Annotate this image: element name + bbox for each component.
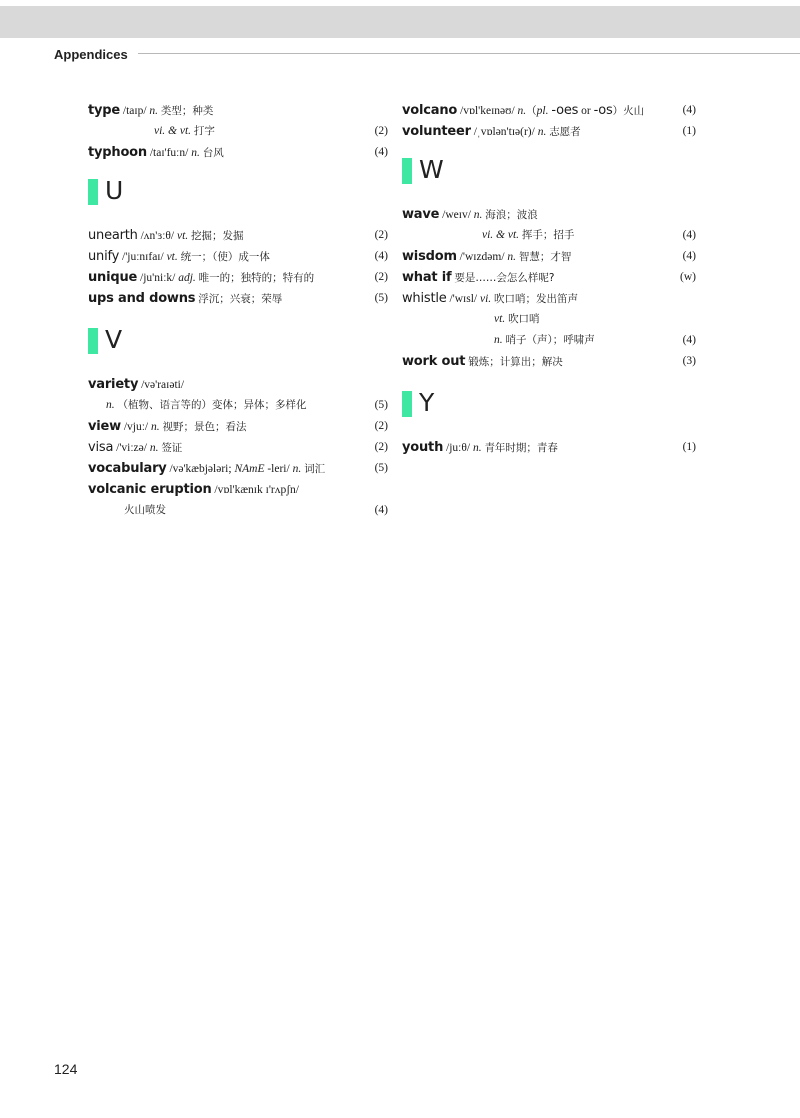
part-of-speech: n. — [292, 463, 302, 475]
headword: wave — [402, 207, 440, 222]
phonetic: /və'kæbjələri; — [169, 463, 232, 475]
part-of-speech: n. — [191, 147, 200, 159]
unit-ref: (4) — [682, 229, 696, 241]
part-of-speech: adj. — [178, 272, 196, 284]
part-of-speech: n. — [149, 442, 159, 454]
entry-whistle — [402, 288, 696, 309]
headword: view — [88, 419, 121, 434]
entry-what-if — [402, 267, 696, 288]
letter-label: W — [419, 155, 444, 184]
unit-ref: (2) — [374, 420, 388, 432]
phonetic: /ˌvɒlən'tɪə(r)/ — [473, 126, 535, 138]
page-number: 124 — [54, 1061, 78, 1077]
entry-wisdom — [402, 246, 696, 267]
unit-ref: (2) — [374, 271, 388, 283]
unit-ref: (5) — [374, 462, 388, 474]
entry-whistle-sense3 — [402, 330, 696, 351]
part-of-speech: n. — [149, 105, 159, 117]
unit-ref: (4) — [682, 104, 696, 116]
unit-ref: (2) — [374, 229, 388, 241]
part-of-speech: vi. & vt. — [154, 125, 192, 137]
phonetic: /juːθ/ — [446, 442, 471, 454]
entry-vocabulary — [88, 458, 388, 479]
entry-whistle-sense2 — [402, 309, 696, 330]
part-of-speech: n. — [517, 105, 527, 117]
entry-wave-sense2 — [402, 225, 696, 246]
phonetic: /weɪv/ — [442, 209, 471, 221]
gloss: 火山喷发 — [124, 504, 166, 516]
letter-marker — [88, 179, 98, 205]
part-of-speech: n. — [106, 399, 115, 411]
headword: unify — [88, 249, 120, 264]
entry-visa — [88, 437, 388, 458]
gloss: 挖掘；发掘 — [191, 230, 244, 242]
variant-label: NAmE — [234, 463, 265, 475]
unit-ref: (4) — [374, 504, 388, 516]
phonetic: /vɒl'keɪnəʊ/ — [460, 105, 515, 117]
unit-ref: (w) — [680, 271, 696, 283]
gloss: 打字 — [193, 125, 215, 137]
gloss: 台风 — [202, 147, 224, 159]
paren-open: （ — [526, 105, 537, 117]
headword: typhoon — [88, 145, 147, 160]
gloss: 类型；种类 — [160, 105, 214, 117]
headword: whistle — [402, 291, 447, 306]
part-of-speech: vt. — [166, 251, 178, 263]
gloss: 唯一的；独特的；特有的 — [198, 272, 315, 284]
part-of-speech: n. — [473, 209, 483, 221]
gloss: 锻炼；计算出；解决 — [468, 356, 563, 368]
gloss: 海浪；波浪 — [485, 209, 538, 221]
headword: youth — [402, 440, 444, 455]
headword: volcano — [402, 103, 458, 118]
unit-ref: (4) — [682, 250, 696, 262]
entry-volcanic-eruption — [88, 479, 388, 500]
unit-ref: (1) — [682, 125, 696, 137]
unit-ref: (4) — [374, 250, 388, 262]
letter-marker — [88, 328, 98, 354]
letter-label: U — [105, 176, 124, 205]
entry-typhoon — [88, 142, 388, 163]
letter-label: V — [105, 325, 123, 354]
phonetic: /ju'niːk/ — [140, 272, 176, 284]
plural-form: -os — [593, 103, 613, 118]
phonetic: /vjuː/ — [123, 421, 149, 433]
gloss: 挥手；招手 — [521, 229, 575, 241]
unit-ref: (2) — [374, 125, 388, 137]
gloss: 视野；景色；看法 — [162, 421, 247, 433]
gloss: 吹口哨 — [508, 313, 540, 325]
entry-unearth — [88, 225, 388, 246]
entry-volcanic-eruption-gloss — [88, 500, 388, 521]
phonetic: /'juːnɪfaɪ/ — [122, 251, 164, 263]
headword: vocabulary — [88, 461, 167, 476]
gloss: 青年时期；青春 — [484, 442, 558, 454]
left-column — [88, 100, 388, 521]
conjunction: or — [581, 105, 591, 117]
phonetic: /'wɪzdəm/ — [459, 251, 505, 263]
phonetic-variant: -leri/ — [267, 463, 290, 475]
entry-variety-sense — [88, 395, 388, 416]
headword: what if — [402, 270, 452, 285]
unit-ref: (4) — [374, 146, 388, 158]
headword: wisdom — [402, 249, 457, 264]
headword: unique — [88, 270, 138, 285]
phonetic: /'viːzə/ — [116, 442, 147, 454]
unit-ref: (5) — [374, 292, 388, 304]
phonetic: /taɪ'fuːn/ — [149, 147, 189, 159]
unit-ref: (4) — [682, 334, 696, 346]
part-of-speech: n. — [507, 251, 517, 263]
entry-work-out — [402, 351, 696, 372]
letter-marker — [402, 391, 412, 417]
phonetic: /'wɪsl/ — [449, 293, 478, 305]
entry-unique — [88, 267, 388, 288]
gloss: 吹口哨；发出笛声 — [494, 293, 579, 305]
phonetic: /ʌn'ɜːθ/ — [140, 230, 175, 242]
headword: variety — [88, 377, 139, 392]
entry-youth — [402, 437, 696, 458]
gloss: 智慧；才智 — [518, 251, 572, 263]
letter-heading-w — [402, 142, 696, 204]
entry-wave — [402, 204, 696, 225]
part-of-speech: vt. — [176, 230, 189, 242]
right-column — [402, 100, 696, 458]
unit-ref: (5) — [374, 399, 388, 411]
entry-type — [88, 100, 388, 121]
part-of-speech: n. — [151, 421, 160, 433]
entry-volunteer — [402, 121, 696, 142]
part-of-speech: n. — [537, 126, 547, 138]
part-of-speech: vt. — [494, 313, 506, 325]
part-of-speech: n. — [494, 334, 503, 346]
part-of-speech: vi. & vt. — [482, 229, 520, 241]
gloss: 哨子（声）；呼啸声 — [505, 334, 595, 346]
plural-label: pl. — [536, 105, 549, 117]
phonetic: /vɒl'kænɪk ɪ'rʌpʃn/ — [214, 484, 299, 496]
letter-heading-v — [88, 312, 388, 374]
gloss: 统一；（使）成一体 — [180, 251, 270, 263]
letter-label: Y — [419, 388, 435, 417]
gloss: （植物、语言等的）变体；异体；多样化 — [117, 399, 307, 411]
headword: volcanic eruption — [88, 482, 212, 497]
headword: volunteer — [402, 124, 471, 139]
plural-form: -oes — [551, 103, 579, 118]
entry-unify — [88, 246, 388, 267]
letter-heading-y — [402, 375, 696, 437]
unit-ref: (1) — [682, 441, 696, 453]
headword: ups and downs — [88, 291, 196, 306]
entry-ups-and-downs — [88, 288, 388, 309]
letter-heading-u — [88, 163, 388, 225]
gloss: ）火山 — [612, 105, 645, 117]
gloss: 浮沉；兴衰；荣辱 — [198, 293, 283, 305]
gloss: 要是……会怎么样呢? — [454, 272, 555, 284]
section-title: Appendices — [0, 45, 138, 65]
phonetic: /taɪp/ — [122, 105, 147, 117]
gloss: 词汇 — [304, 463, 326, 475]
entry-type-sense2 — [88, 121, 388, 142]
headword: unearth — [88, 228, 138, 243]
header-band — [0, 6, 800, 38]
entry-variety — [88, 374, 388, 395]
part-of-speech: n. — [472, 442, 482, 454]
unit-ref: (2) — [374, 441, 388, 453]
gloss: 志愿者 — [549, 126, 581, 138]
headword: work out — [402, 354, 466, 369]
entry-volcano — [402, 100, 696, 121]
unit-ref: (3) — [682, 355, 696, 367]
entry-view — [88, 416, 388, 437]
headword: visa — [88, 440, 114, 455]
phonetic: /və'raɪəti/ — [141, 379, 185, 391]
gloss: 签证 — [161, 442, 183, 454]
letter-marker — [402, 158, 412, 184]
headword: type — [88, 103, 121, 118]
part-of-speech: vi. — [479, 293, 492, 305]
